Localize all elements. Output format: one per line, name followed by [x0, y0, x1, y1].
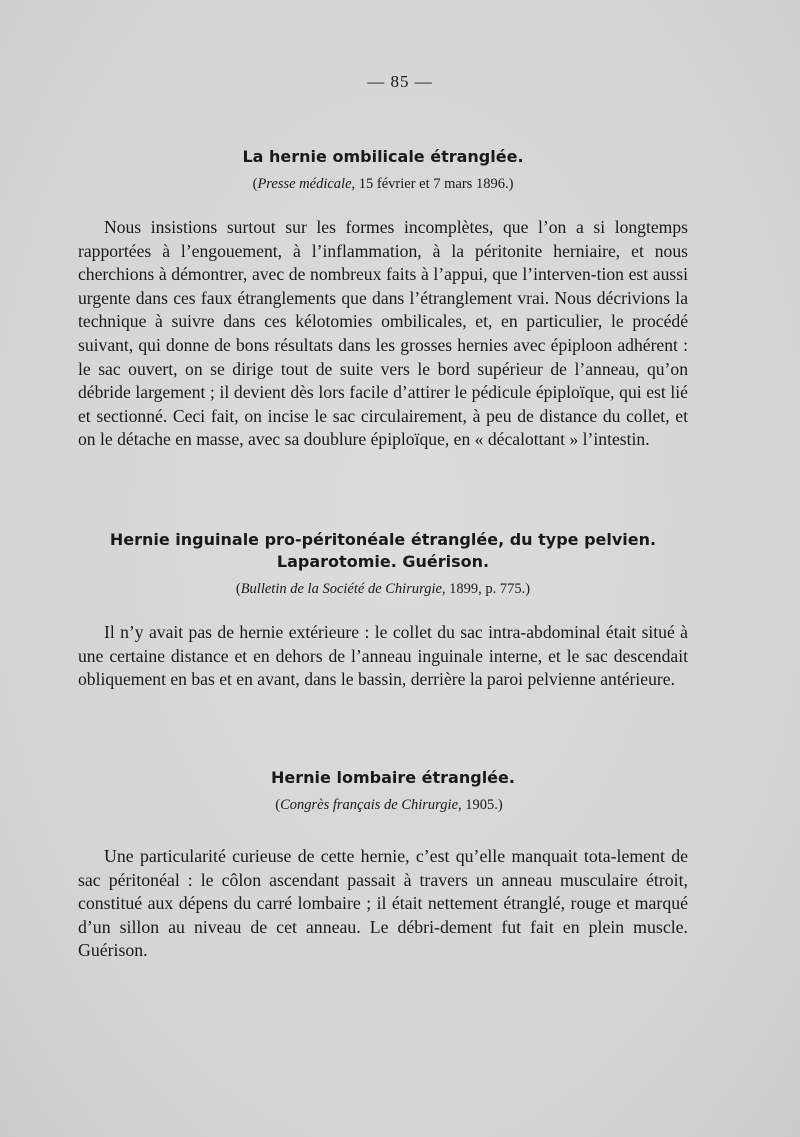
- reference-source: Bulletin de la Société de Chirurgie,: [240, 581, 446, 597]
- section-reference: [78, 795, 688, 815]
- section-reference: [78, 174, 688, 194]
- section-lumbar-hernia: [78, 767, 688, 963]
- reference-open: (: [235, 581, 241, 597]
- reference-open: (: [275, 797, 281, 813]
- section-title-line-2: Laparotomie. Guérison.: [276, 552, 490, 571]
- section-title: La hernie ombilicale étranglée.: [242, 147, 524, 166]
- reference-date: 1905.): [461, 797, 503, 813]
- section-reference: [78, 579, 688, 599]
- section-inguinal-hernia: [78, 529, 688, 692]
- section-body: Il n’y avait pas de hernie extérieure : le collet du sac intra-abdominal était situé à une certaine distance et en dehors de l’anneau inguinale interne, et le sac descendait obliquement en bas et en avant, dans le bassin, derrière la paroi pelvienne antérieure.: [78, 622, 688, 690]
- section-body: Nous insistions surtout sur les formes incomplètes, que l’on a si longtemps rapportées à l’engouement, à l’inflammation, à la péritonite herniaire, et nous cherchions à démontrer, avec de nombreux faits à l’appui, que l’interven-tion est aussi urgente dans ces faux étranglements que dans l’étranglement vrai. Nous décrivions la technique à suivre dans ces kélotomies ombilicales, et, en particulier, le procédé suivant, qui donne de bons résultats dans les grosses hernies avec épiploon adhérent : le sac ouvert, on se dirige tout de suite vers le bord supérieur de l’anneau, qu’on débride largement ; il devient dès lors facile d’attirer le pédicule épiploïque, qui est lié et sectionné. Ceci fait, on incise le sac circulairement, à peu de distance du collet, et on le détache en masse, avec sa doublure épiploïque, en « décalottant » l’intestin.: [78, 217, 688, 450]
- section-body: Une particularité curieuse de cette hernie, c’est qu’elle manquait tota-lement de sac péritonéal : le côlon ascendant passait à travers un anneau musculaire étroit, constitué aux dépens du carré lombaire ; il était nettement étranglé, rouge et marqué d’un sillon au niveau de cet anneau. Le débri-dement fut fait en plein muscle. Guérison.: [78, 846, 688, 961]
- reference-open: (: [252, 176, 258, 192]
- reference-source: Presse médicale,: [257, 176, 356, 192]
- section-title: [78, 529, 688, 573]
- reference-source: Congrès français de Chirurgie,: [280, 797, 462, 813]
- section-umbilical-hernia: [78, 146, 688, 452]
- reference-date: 15 février et 7 mars 1896.): [355, 176, 514, 192]
- section-title: Hernie lombaire étranglée.: [271, 768, 515, 787]
- section-title-line-1: Hernie inguinale pro-péritonéale étranglée, du type pelvien.: [109, 530, 657, 549]
- reference-date: 1899, p. 775.): [445, 581, 531, 597]
- page-number: — 85 —: [367, 72, 433, 91]
